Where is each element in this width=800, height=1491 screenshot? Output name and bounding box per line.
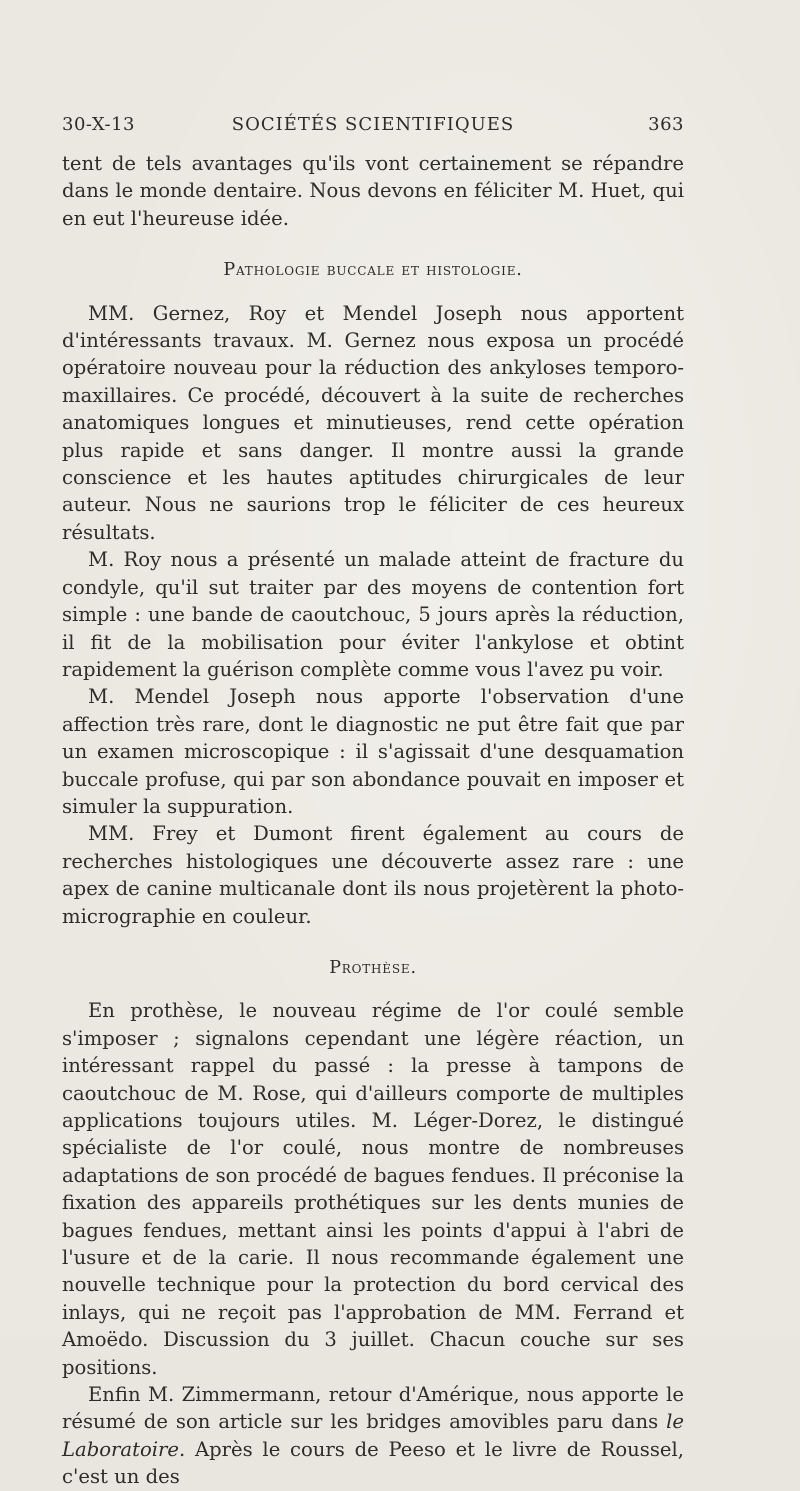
intro-paragraph: tent de tels avantages qu'ils vont certainement se répandre dans le monde dentaire. Nous devons en féliciter M. Huet, qui en eut l'heureuse idée. xyxy=(62,152,684,230)
section-title-pathologie: Pathologie buccale et histologie. xyxy=(223,260,523,281)
header-date: 30-X-13 xyxy=(62,114,136,135)
paragraph: M. Mendel Joseph nous apporte l'observation d'une affection très rare, dont le diagnostic ne put être fait que par un examen microscopique : il s'agissait d'une desquamation buccale profuse, qui par son abondance pouvait en imposer et simuler la suppuration. xyxy=(62,685,684,818)
last-paragraph xyxy=(62,1381,684,1491)
paragraph: MM. Gernez, Roy et Mendel Joseph nous apportent d'intéressants travaux. M. Gernez nous exposa un procédé opératoire nouveau pour la réduction des ankyloses temporo-maxillaires. Ce procédé, découvert à la suite de recherches anatomiques longues et minutieuses, rend cette opération plus rapide et sans danger. Il montre aussi la grande conscience et les hautes aptitudes chirurgicales de leur auteur. Nous ne saurions trop le féliciter de ces heureux résultats. xyxy=(62,301,684,544)
journal-title: le Laboratoire xyxy=(62,1410,684,1461)
paragraph: M. Roy nous a présenté un malade atteint de fracture du condyle, qu'il sut traiter par des moyens de contention fort simple : une bande de caoutchouc, 5 jours après la réduction, il fit de la mobilisation pour éviter l'ankylose et obtint rapidement la guérison complète comme vous l'avez pu voir. xyxy=(62,548,684,681)
page-number: 363 xyxy=(648,114,684,135)
text-run: Enfin M. Zimmermann, retour d'Amérique, nous apporte le résumé de son article sur les bridges amovibles paru dans xyxy=(62,1383,684,1434)
section-title-prothese: Prothèse. xyxy=(329,957,417,978)
running-title: SOCIÉTÉS SCIENTIFIQUES xyxy=(231,114,515,135)
paragraph: MM. Frey et Dumont firent également au cours de recherches histologiques une découverte assez rare : une apex de canine multicanale dont ils nous projetèrent la photo-micrographie en couleur. xyxy=(62,822,684,928)
text-run: . Après le cours de Peeso et le livre de Roussel, c'est un des xyxy=(62,1437,684,1489)
body-text xyxy=(62,150,684,1491)
paragraph: En prothèse, le nouveau régime de l'or coulé semble s'imposer ; signalons cependant une légère réaction, un intéressant rappel du passé : la presse à tampons de caoutchouc de M. Rose, qui d'ailleurs comporte de multiples applications toujours utiles. M. Léger-Dorez, le distingué spécialiste de l'or coulé, nous montre de nombreuses adaptations de son procédé de bagues fendues. Il préconise la fixation des appareils prothétiques sur les dents munies de bagues fendues, mettant ainsi les points d'appui à l'abri de l'usure et de la carie. Il nous recommande également une nouvelle technique pour la protection du bord cervical des inlays, qui ne reçoit pas l'approbation de MM. Ferrand et Amoëdo. Discussion du 3 juillet. Chacun couche sur ses positions. xyxy=(62,999,684,1379)
running-header xyxy=(62,114,684,144)
